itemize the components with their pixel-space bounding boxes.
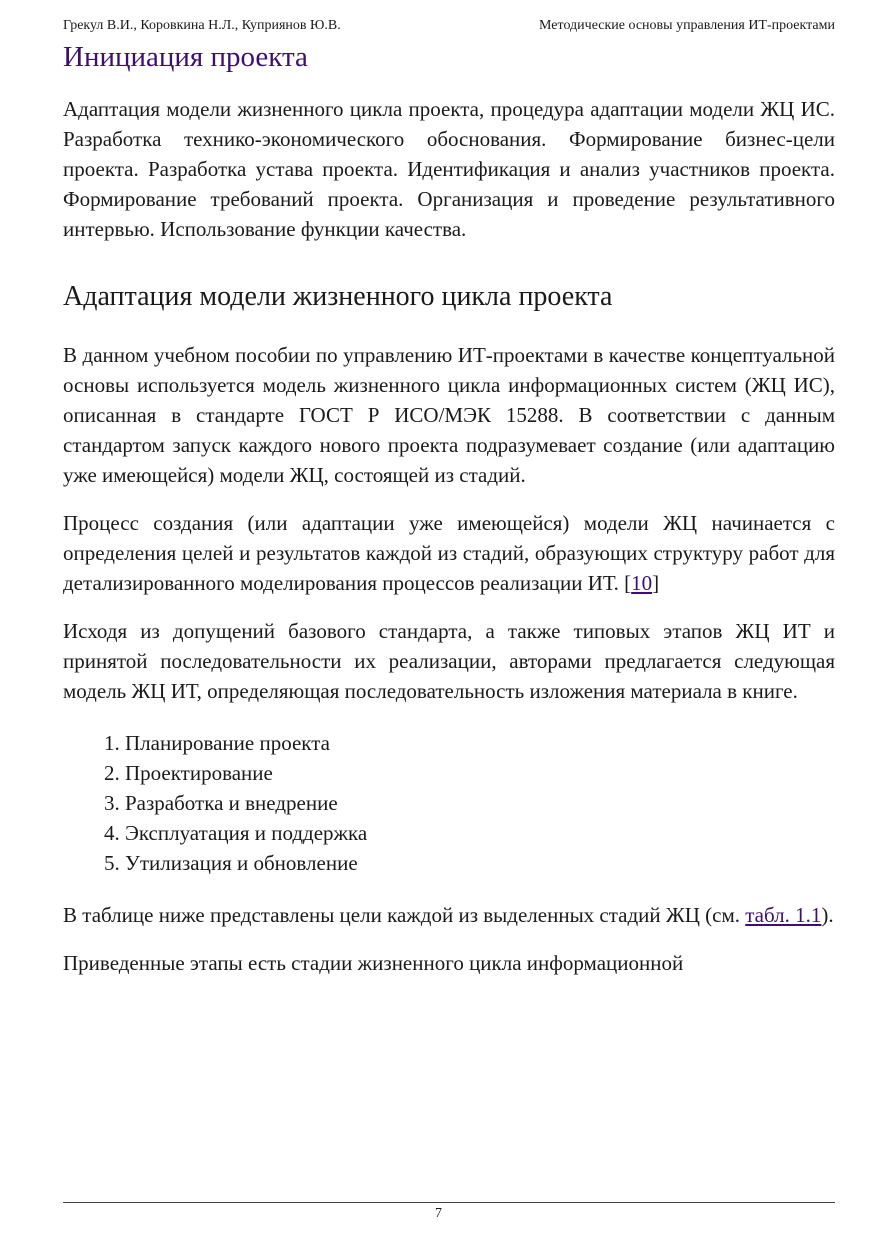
list-item: 4. Эксплуатация и поддержка [125,818,835,848]
chapter-title: Инициация проекта [63,41,308,73]
reference-link-10[interactable]: 10 [631,571,653,595]
list-item: 2. Проектирование [125,758,835,788]
paragraph-1: В данном учебном пособии по управлению ИТ-проектами в качестве концептуальной основы используется модель жизненного цикла информационных систем (ЖЦ ИС), описанная в стандарте ГОСТ Р ИСО/МЭК 15288. В соответствии с данным стандартом запуск каждого нового проекта подразумевает создание (или адаптацию уже имеющейся) модели ЖЦ, состоящей из стадий. [63,343,835,487]
list-item: 3. Разработка и внедрение [125,788,835,818]
paragraph-5: Приведенные этапы есть стадии жизненного цикла информационной [63,951,684,975]
page-number: 7 [435,1206,442,1221]
section-title: Адаптация модели жизненного цикла проекта [63,281,613,312]
paragraph-4-text: В таблице ниже представлены цели каждой из выделенных стадий ЖЦ (см. [63,903,746,927]
chapter-intro: Адаптация модели жизненного цикла проекта, процедура адаптации модели ЖЦ ИС. Разработка технико-экономического обоснования. Формирование бизнес-цели проекта. Разработка устава проекта. Идентификация и анализ участников проекта. Формирование требований проекта. Организация и проведение результативного интервью. Использование функции качества. [63,97,835,241]
table-link[interactable]: табл. 1.1 [745,903,822,927]
footer-divider [63,1202,835,1203]
list-item: 5. Утилизация и обновление [125,848,835,878]
paragraph-4-end: ). [821,903,834,927]
header-authors: Грекул В.И., Коровкина Н.Л., Куприянов Ю.В. [63,18,341,33]
paragraph-2 [63,508,835,598]
paragraph-2-end: ] [652,571,660,595]
stages-list [63,728,835,878]
paragraph-2-text: Процесс создания (или адаптации уже имеющейся) модели ЖЦ начинается с определения целей и результатов каждой из стадий, образующих структуру работ для детализированного моделирования процессов реализации ИТ. [ [63,511,835,595]
page-content [63,40,835,996]
running-header [63,16,835,38]
paragraph-3: Исходя из допущений базового стандарта, а также типовых этапов ЖЦ ИТ и принятой последовательности их реализации, авторами предлагается следующая модель ЖЦ ИТ, определяющая последовательность изложения материала в книге. [63,619,835,703]
header-book-title: Методические основы управления ИТ-проектами [539,18,835,33]
paragraph-4 [63,900,835,930]
list-item: 1. Планирование проекта [125,728,835,758]
